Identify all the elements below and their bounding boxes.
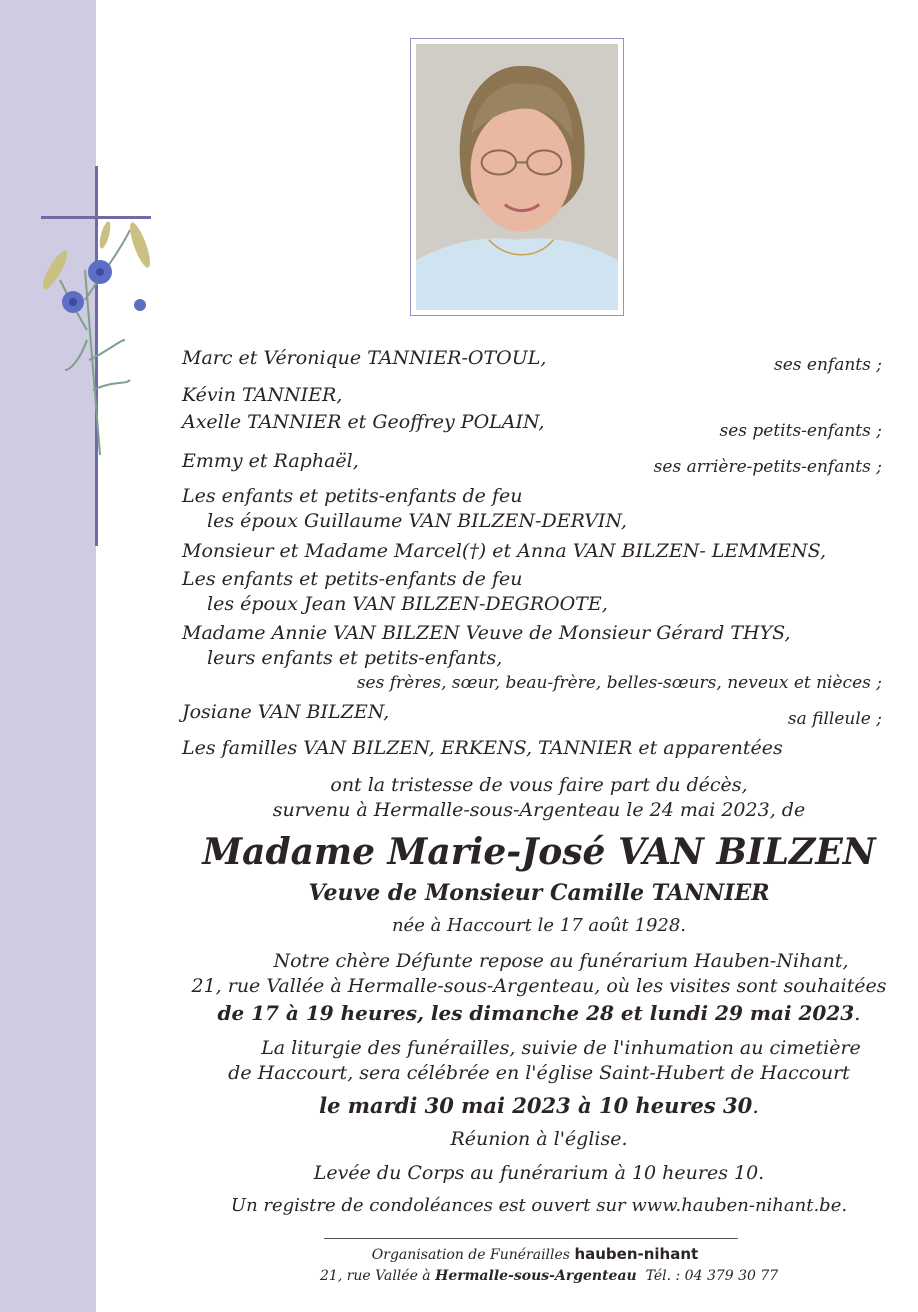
family-line-10: Madame Annie VAN BILZEN Veuve de Monsieur Gérard THYS,: [182, 622, 791, 644]
announcement-line-2: survenu à Hermalle-sous-Argenteau le 24 mai 2023, de: [272, 799, 806, 821]
visit-dates-period: .: [854, 1001, 861, 1025]
visit-line-3: [140, 1003, 918, 1023]
deceased-birth: née à Haccourt le 17 août 1928.: [391, 915, 687, 936]
family-line-12: Josiane VAN BILZEN,: [182, 701, 390, 723]
sidebar-band: [0, 0, 96, 1312]
relation-grandchildren: ses petits-enfants ;: [719, 421, 882, 441]
family-line-6: les époux Guillaume VAN BILZEN-DERVIN,: [207, 510, 627, 532]
family-line-8: Les enfants et petits-enfants de feu: [182, 568, 523, 590]
deceased-widow-of: Veuve de Monsieur Camille TANNIER: [308, 880, 770, 906]
visit-line-2: 21, rue Vallée à Hermalle-sous-Argenteau, où les visites sont souhaitées: [191, 975, 887, 997]
announcement-line-1: ont la tristesse de vous faire part du décès,: [330, 774, 748, 796]
funeral-levee: Levée du Corps au funérarium à 10 heures 10.: [313, 1162, 765, 1184]
funeral-line-1: La liturgie des funérailles, suivie de l'inhumation au cimetière: [261, 1037, 861, 1059]
brand-logo: hauben-nihant: [574, 1245, 699, 1263]
footer-town: Hermalle-sous-Argenteau: [435, 1268, 637, 1284]
condolence-register: Un registre de condoléances est ouvert sur www.hauben-nihant.be.: [230, 1195, 848, 1216]
funeral-date-period: .: [752, 1094, 759, 1118]
footer-organisation: [320, 1245, 750, 1263]
footer-address-start: 21, rue Vallée à: [320, 1268, 431, 1284]
family-line-13: Les familles VAN BILZEN, ERKENS, TANNIER et apparentées: [182, 737, 783, 759]
portrait-photo: [416, 44, 618, 310]
footer-org-prefix: Organisation de Funérailles: [371, 1247, 570, 1263]
relation-children: ses enfants ;: [774, 355, 882, 375]
funeral-date: le mardi 30 mai 2023 à 10 heures 30: [319, 1093, 753, 1118]
footer-address: [320, 1268, 779, 1284]
family-line-5: Les enfants et petits-enfants de feu: [182, 485, 523, 507]
family-line-11: leurs enfants et petits-enfants,: [207, 647, 503, 669]
visit-dates: de 17 à 19 heures, les dimanche 28 et lundi 29 mai 2023: [217, 1001, 855, 1025]
footer-phone: Tél. : 04 379 30 77: [645, 1268, 779, 1284]
visit-line-1: Notre chère Défunte repose au funérarium Hauben-Nihant,: [273, 950, 849, 972]
deceased-name: Madame Marie-José VAN BILZEN: [202, 831, 876, 873]
portrait-photo-frame: [410, 38, 624, 316]
family-line-4: Emmy et Raphaël,: [182, 450, 359, 472]
relation-siblings: ses frères, sœur, beau-frère, belles-sœurs, neveux et nièces ;: [356, 673, 882, 693]
relation-great-grandchildren: ses arrière-petits-enfants ;: [653, 457, 882, 477]
family-line-7: Monsieur et Madame Marcel(†) et Anna VAN BILZEN- LEMMENS,: [182, 540, 827, 562]
family-line-2: Kévin TANNIER,: [182, 384, 343, 406]
funeral-date-line: [140, 1095, 918, 1117]
funeral-line-2: de Haccourt, sera célébrée en l'église Saint-Hubert de Haccourt: [228, 1062, 850, 1084]
cornflower-wheat-icon: [25, 210, 170, 460]
family-line-9: les époux Jean VAN BILZEN-DEGROOTE,: [207, 593, 608, 615]
footer-divider: [324, 1238, 738, 1239]
family-line-3: Axelle TANNIER et Geoffrey POLAIN,: [182, 411, 545, 433]
relation-goddaughter: sa filleule ;: [787, 709, 882, 729]
funeral-meeting: Réunion à l'église.: [450, 1128, 628, 1150]
family-line-1: Marc et Véronique TANNIER-OTOUL,: [182, 347, 547, 369]
